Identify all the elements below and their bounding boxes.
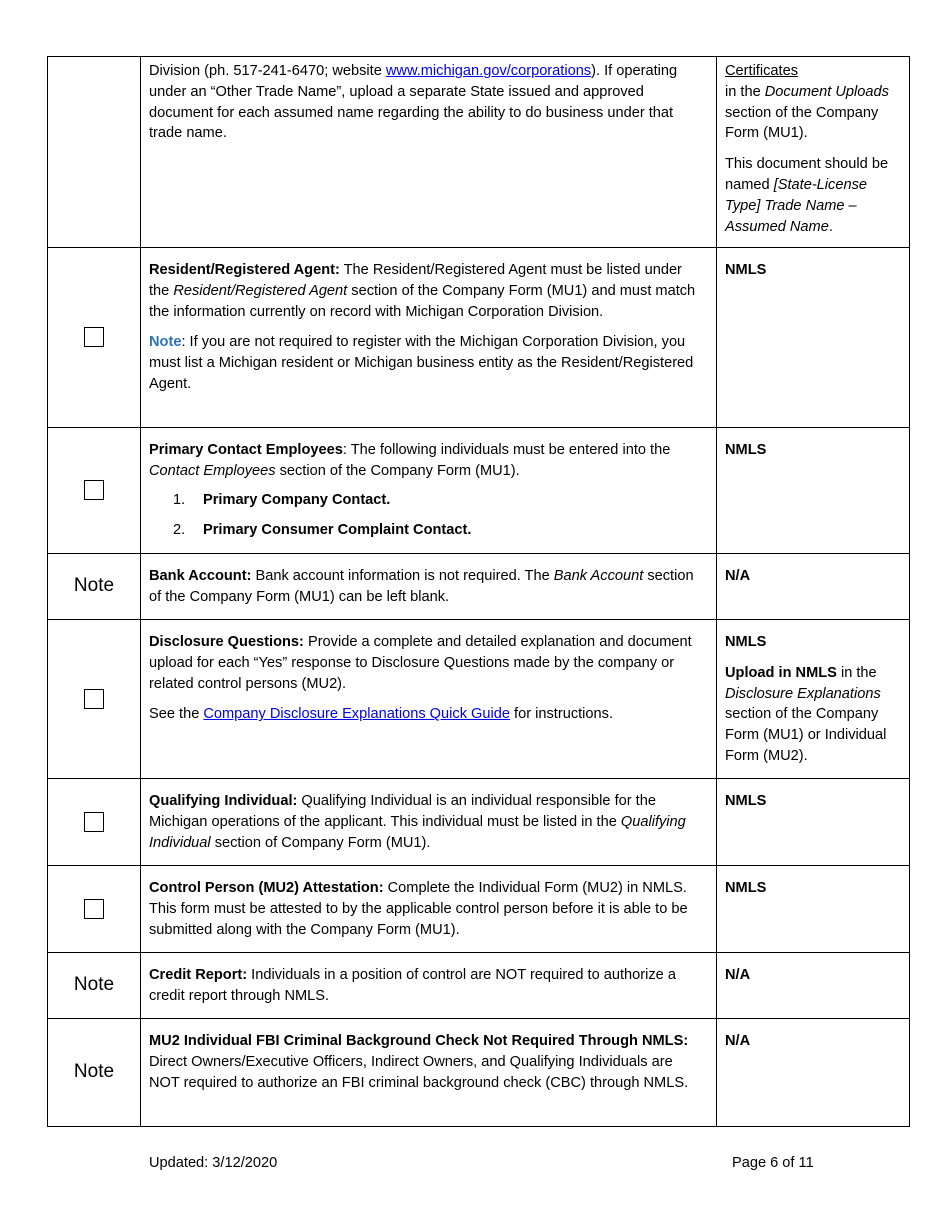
requirement-cell: Bank Account: Bank account information is not required. The Bank Account section of the Company Form (MU1) can be left blank. [141,554,717,620]
table-row [48,620,910,779]
where-cell [717,57,910,248]
requirement-title: Bank Account: [149,568,252,584]
table-row [48,953,910,1019]
contact-list [149,490,704,542]
table-row [48,57,910,248]
table-row [48,428,910,554]
checkbox[interactable] [84,689,104,709]
where-text: This document should be named [State-License Type] Trade Name – Assumed Name. [725,156,889,235]
where-text: NMLS [725,442,767,458]
row-marker-cell [48,248,141,428]
list-item: 2. Primary Consumer Complaint Contact. [173,522,472,539]
where-cell [717,866,910,953]
row-marker-cell [48,779,141,866]
requirement-title: MU2 Individual FBI Criminal Background Check Not Required Through NMLS: [149,1033,689,1049]
row-marker-cell [48,554,141,620]
row-marker-cell [48,620,141,779]
note-marker: Note [73,574,115,596]
note-marker: Note [73,1060,115,1082]
requirement-title: Resident/Registered Agent: [149,262,340,278]
requirement-cell: Disclosure Questions: Provide a complete and detailed explanation and document upload for each “Yes” response to Disclosure Questions made by the company or related control persons (MU2). See the Company Disclosure Explanations Quick Guide for instructions. [141,620,717,779]
table-row [48,248,910,428]
where-cell [717,554,910,620]
row-marker-cell [48,953,141,1019]
requirement-cell: Control Person (MU2) Attestation: Complete the Individual Form (MU2) in NMLS. This form must be attested to by the applicable control person before it is able to be submitted along with the Company Form (MU1). [141,866,717,953]
checkbox[interactable] [84,812,104,832]
requirement-title: Qualifying Individual: [149,793,298,809]
checkbox[interactable] [84,899,104,919]
requirement-cell: MU2 Individual FBI Criminal Background Check Not Required Through NMLS: Direct Owners/Executive Officers, Indirect Owners, and Qualifying Individuals are NOT required to authorize an FBI criminal background check (CBC) through NMLS. [141,1019,717,1127]
certificates-label: Certificates [725,63,798,79]
table-row [48,554,910,620]
row-marker-cell [48,428,141,554]
where-cell [717,1019,910,1127]
where-text: NMLS [725,880,767,896]
requirement-cell: Qualifying Individual: Qualifying Individual is an individual responsible for the Michigan operations of the applicant. This individual must be listed in the Qualifying Individual section of Company Form (MU1). [141,779,717,866]
table-row [48,779,910,866]
requirements-table [47,56,910,1127]
requirement-text: Division (ph. 517-241-6470; website www.michigan.gov/corporations). If operating under an “Other Trade Name”, upload a separate State issued and approved document for each assumed name regarding the ability to do business under that trade name. [149,63,678,142]
michigan-corporations-link[interactable]: www.michigan.gov/corporations [385,63,592,79]
where-cell [717,428,910,554]
requirement-cell: Credit Report: Individuals in a position of control are NOT required to authorize a credit report through NMLS. [141,953,717,1019]
disclosure-quick-guide-link[interactable]: Company Disclosure Explanations Quick Guide [203,706,510,723]
where-text: NMLS [725,634,767,650]
where-text: N/A [725,1033,751,1049]
row-marker-cell [48,1019,141,1127]
requirement-title: Primary Contact Employees [149,442,343,458]
list-item: 1. Primary Company Contact. [173,491,391,508]
requirement-cell: Primary Contact Employees: The following individuals must be entered into the Contact Employees section of the Company Form (MU1). 1. Primary Company Contact. 2. Primary Consumer Complaint Contact. [141,428,717,554]
table-row [48,866,910,953]
footer-updated: Updated: 3/12/2020 [149,1155,278,1171]
requirement-title: Control Person (MU2) Attestation: [149,880,384,896]
where-cell [717,953,910,1019]
row-marker-cell [48,57,141,248]
note-marker: Note [73,973,115,995]
where-cell [717,779,910,866]
where-text: Certificates in the Document Uploads section of the Company Form (MU1). [725,63,889,142]
where-text: N/A [725,967,751,983]
where-cell [717,248,910,428]
footer-page-number: Page 6 of 11 [732,1155,814,1171]
where-text: NMLS [725,262,767,278]
requirement-title: Credit Report: [149,967,248,983]
note-label: Note [149,334,182,351]
row-marker-cell [48,866,141,953]
requirement-cell: Resident/Registered Agent: The Resident/Registered Agent must be listed under the Resident/Registered Agent section of the Company Form (MU1) and must match the information currently on record with Michigan Corporation Division. Note: If you are not required to register with the Michigan Corporation Division, you must list a Michigan resident or Michigan business entity as the Resident/Registered Agent. [141,248,717,428]
where-cell: NMLS Upload in NMLS in the Disclosure Explanations section of the Company Form (MU1) or Individual Form (MU2). [717,620,910,779]
table-row [48,1019,910,1127]
where-text: N/A [725,568,751,584]
checkbox[interactable] [84,480,104,500]
checkbox[interactable] [84,327,104,347]
requirement-title: Disclosure Questions: [149,634,304,650]
requirement-cell [141,57,717,248]
where-text: NMLS [725,793,767,809]
